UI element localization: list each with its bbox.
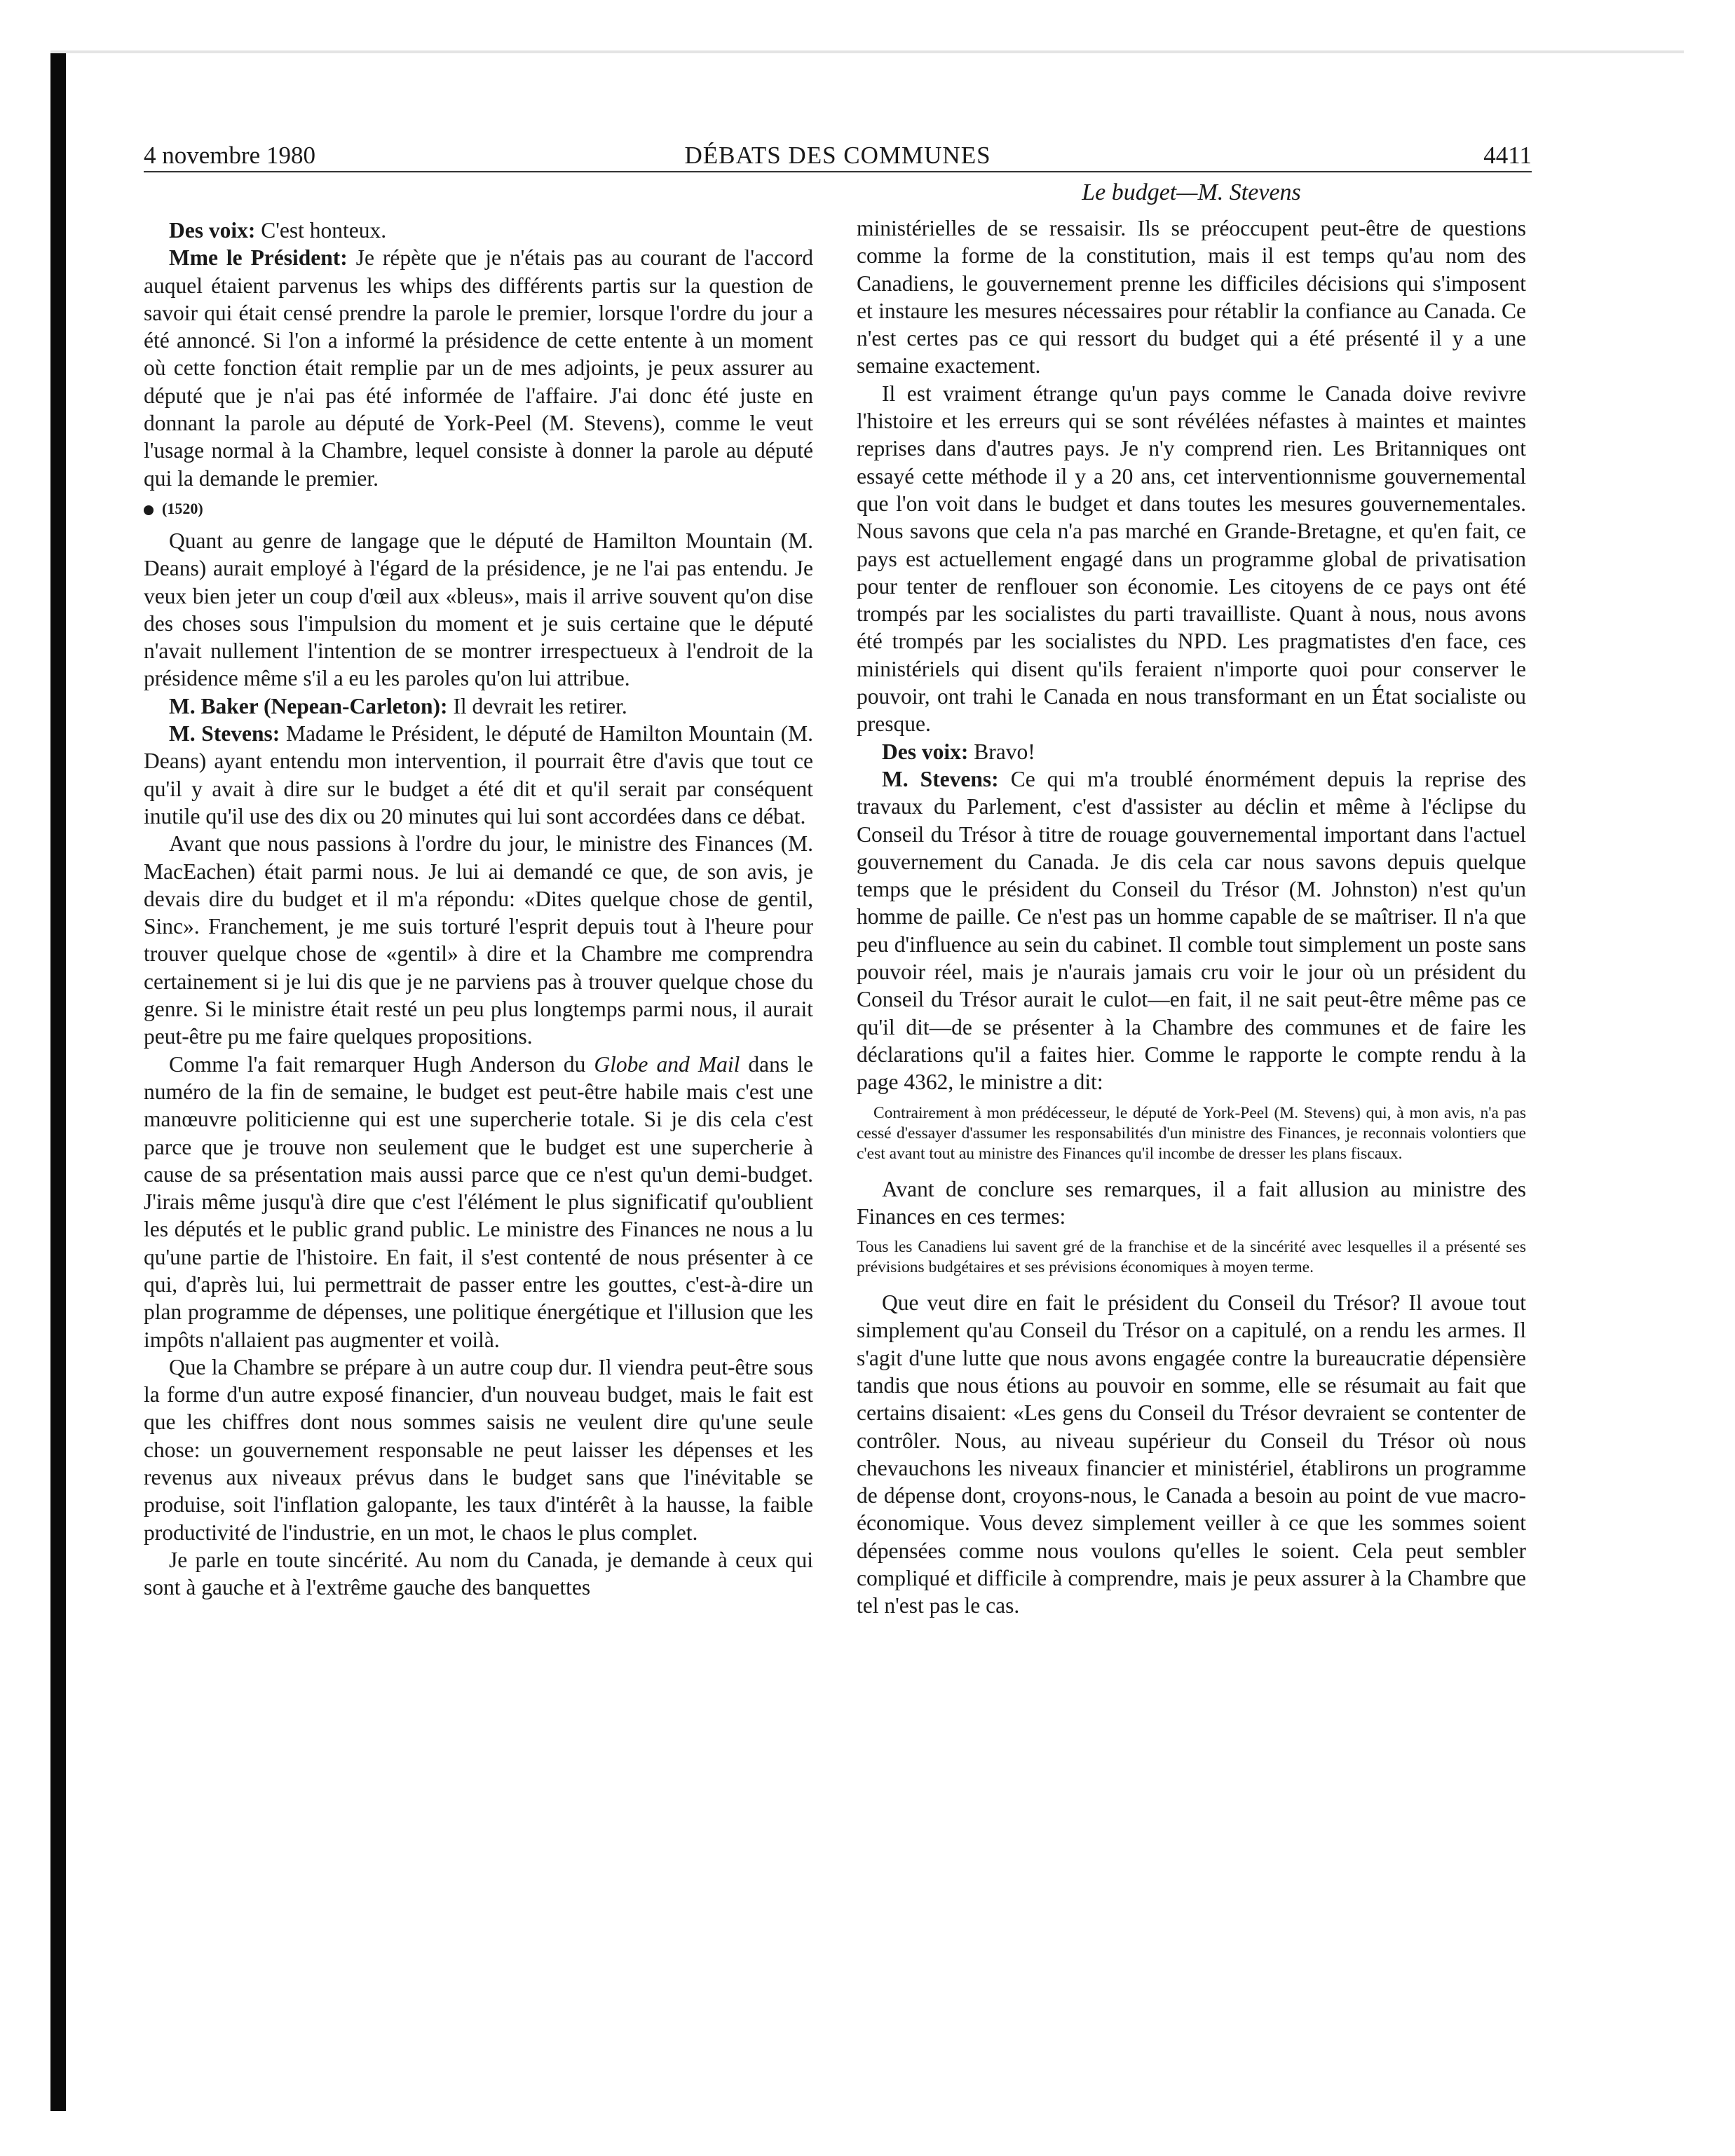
paragraph [144,720,813,830]
paragraph: Avant que nous passions à l'ordre du jour, le ministre des Finances (M. MacEachen) était parmi nous. Je lui ai demandé ce que, de son avis, je devais dire du budget et il m'a répondu: «Dites quelque chose de gentil, Sinc». Franchement, je me suis torturé l'esprit depuis tout à l'heure pour trouver quelque chose de «gentil» à dire et la Chambre me comprendra certainement si je lui dis que je ne parviens pas à trouver quelque chose du genre. Si le ministre était resté un peu plus longtemps parmi nous, il aurait peut-être pu me faire quelques propositions. [144,831,813,1049]
paragraph [144,1051,813,1353]
paragraph: Que la Chambre se prépare à un autre coup dur. Il viendra peut-être sous la forme d'un autre exposé financier, d'un nouveau budget, mais le fait est que les chiffres dont nous sommes saisis ne veulent dire qu'une seule chose: un gouvernement responsable ne peut laisser les dépenses et les revenus aux niveaux prévus dans le budget sans que l'inévitable se produise, soit l'inflation galopante, les taux d'intérêt à la hausse, la faible productivité de l'industrie, en un mot, le chaos le plus complet. [144,1354,813,1545]
time-marker [144,495,813,523]
speech-text: C'est honteux. [255,218,387,243]
document-page [144,140,1532,1618]
speech-text: Il devrait les retirer. [447,693,627,718]
speech-text: Ce qui m'a troublé énormément depuis la reprise des travaux du Parlement, c'est d'assister au déclin et même à l'éclipse du Conseil du Trésor à titre de rouage gouvernemental important dans l'actuel gouvernement du Canada. Je dis cela car nous savons depuis quelque temps que le président du Conseil du Trésor (M. Johnston) n'est qu'un homme de paille. Ce n'est pas un homme capable de se maîtriser. Il n'a que peu d'influence au sein du cabinet. Il comble tout simplement un poste sans pouvoir réel, mais je n'aurais jamais cru voir le jour où un président du Conseil du Trésor aurait le culot—en fait, il ne sait peut-être même pas ce qu'il dit—de se présenter à la Chambre des communes et de faire les déclarations qu'il a faites hier. Comme le rapporte le compte rendu à la page 4362, le ministre a dit: [857,766,1526,1095]
running-head: Le budget—M. Stevens [1082,179,1301,205]
paragraph [857,738,1526,765]
paragraph [144,692,813,720]
paragraph: Quant au genre de langage que le député de Hamilton Mountain (M. Deans) aurait employé à l'égard de la présidence, je ne l'ai pas entendu. Je veux bien jeter un coup d'œil aux «bleus», mais il arrive souvent qu'on dise des choses sous l'impulsion du moment et je suis certaine que le député n'avait nullement l'intention de se montrer irrespectueux à l'endroit de la présidence même s'il a eu les paroles qu'on lui attribue. [144,528,813,691]
paragraph: Je parle en toute sincérité. Au nom du Canada, je demande à ceux qui sont à gauche et à l'extrême gauche des banquettes [144,1547,813,1600]
speaker-name: Des voix: [882,739,969,764]
right-column [857,178,1526,1620]
paragraph [857,765,1526,1096]
block-quote: Tous les Canadiens lui savent gré de la franchise et de la sincérité avec lesquelles il a présenté ses prévisions budgétaires et ses prévisions économiques à moyen terme. [857,1238,1526,1277]
speaker-name: M. Stevens: [882,766,999,791]
paragraph: Il est vraiment étrange qu'un pays comme le Canada doive revivre l'histoire et les erreurs qui se sont révélées néfastes à maintes et maintes reprises dans d'autres pays. Je n'y comprend rien. Les Britanniques ont essayé cette méthode il y a 20 ans, cet interventionnisme gouvernemental que l'on voit dans le budget et dans toutes les mesures gouvernementales. Nous savons que cela n'a pas marché en Grande-Bretagne, et qu'en fait, ce pays est actuellement engagé dans un programme global de privatisation pour tenter de renflouer son économie. Les citoyens de ce pays ont été trompés par les socialistes du parti travailliste. Quant à nous, nous avons été trompés par les socialistes du NPD. Les pragmatistes d'en face, ces ministériels qui disent qu'ils feraient n'importe quoi pour conserver le pouvoir, ont trahi le Canada en nous transformant en un État socialiste ou presque. [857,381,1526,737]
paragraph: Avant de conclure ses remarques, il a fait allusion au ministre des Finances en ces termes: [857,1176,1526,1229]
speech-text: Comme l'a fait remarquer Hugh Anderson du [169,1051,594,1077]
page-header [144,140,1532,172]
speaker-name: Mme le Président: [169,245,348,271]
scan-border [50,50,66,2111]
left-column [144,217,813,1602]
paragraph: ministérielles de se ressaisir. Ils se préoccupent peut-être de questions comme la forme de la constitution, mais il est temps qu'au nom des Canadiens, le gouvernement prenne les difficiles décisions qui s'imposent et instaure les mesures nécessaires pour rétablir la confiance au Canada. Ce n'est certes pas ce qui ressort du budget qui a été présenté il y a une semaine exactement. [857,216,1526,378]
scan-top-edge [50,50,1684,53]
bullet-icon [144,505,154,515]
speaker-name: M. Stevens: [169,721,280,746]
speech-text: dans le numéro de la fin de semaine, le budget est peut-être habile mais c'est une manœuvre politicienne qui est une supercherie totale. Si je dis cela c'est parce que je trouve non seulement que le budget est une supercherie à cause de sa présentation mais aussi parce que ce n'est qu'un demi-budget. J'irais même jusqu'à dire que c'est l'élément le plus significatif qu'oublient les députés et le public grand public. Le ministre des Finances ne nous a lu qu'une partie de l'histoire. En fait, il s'est contenté de nous présenter à ce qui, d'après lui, lui permettrait de passer entre les gouttes, c'est-à-dire un plan programme de dépenses, une politique énergétique et l'illusion que les impôts n'allaient pas augmenter et voilà. [144,1051,813,1352]
newspaper-title: Globe and Mail [594,1051,740,1077]
speech-text: Je répète que je n'étais pas au courant de l'accord auquel étaient parvenus les whips des différents partis sur la question de savoir qui était censé prendre la parole le premier, lorsque l'ordre du jour a été annoncé. Si l'on a informé la présidence de cette entente à un moment où cette fonction était remplie par un de mes adjoints, je peux assurer au député que je n'ai pas été informée de l'affaire. J'ai donc été juste en donnant la parole au député de York-Peel (M. Stevens), comme le veut l'usage normal à la Chambre, lequel consiste à donner la parole au député qui la demande le premier. [144,245,813,491]
paragraph: Que veut dire en fait le président du Conseil du Trésor? Il avoue tout simplement qu'au Conseil du Trésor on a capitulé, on a rendu les armes. Il s'agit d'une lutte que nous avons engagée contre la bureaucratie dépensière tandis que nous étions au pouvoir en somme, elle se résumait au fait que certains disaient: «Les gens du Conseil du Trésor devraient se contenter de contrôler. Nous, au niveau supérieur du Conseil du Trésor où nous chevauchons les niveaux financier et ministériel, établirons un programme de dépense dont, croyons-nous, le Canada a besoin au point de vue macro-économique. Vous devez simplement veiller à ce que les sommes soient dépensées comme nous voulons qu'elles le soient. Cela peut sembler compliqué et difficile à comprendre, mais je peux assurer à la Chambre que tel n'est pas le cas. [857,1290,1526,1618]
speaker-name: M. Baker (Nepean-Carleton): [169,693,448,718]
time-marker-text: (1520) [162,499,203,517]
block-quote: Contrairement à mon prédécesseur, le député de York-Peel (M. Stevens) qui, à mon avis, n'a pas cessé d'essayer d'assumer les responsabilités d'un ministre des Finances, je reconnais volontiers que c'est avant tout au ministre des Finances qu'il incombe de dresser les plans fiscaux. [857,1103,1526,1163]
speech-text: Madame le Président, le député de Hamilton Mountain (M. Deans) ayant entendu mon intervention, il pourrait être d'avis que tout ce qu'il y avait à dire sur le budget a été dit et qu'il serait par conséquent inutile qu'il use des dix ou 20 minutes qui lui sont accordées dans ce débat. [144,721,813,828]
header-title: DÉBATS DES COMMUNES [684,142,991,169]
page-number: 4411 [1483,142,1532,169]
paragraph [144,244,813,492]
speech-text: Bravo! [968,739,1035,764]
paragraph [144,217,813,244]
header-date: 4 novembre 1980 [144,142,315,169]
speaker-name: Des voix: [169,218,256,243]
